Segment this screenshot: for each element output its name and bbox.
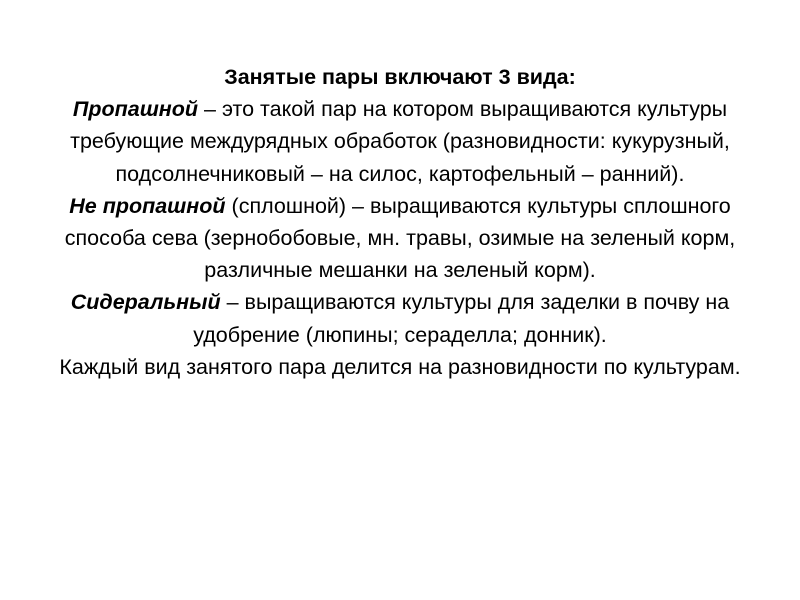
definition-ne-propashnoy: (сплошной) – выращиваются культуры сплошного способа сева (зернобобовые, мн. травы, озимые на зеленый корм, различные мешанки на зеленый корм). xyxy=(64,193,736,283)
definition-propashnoy: – это такой пар на котором выращиваются культуры требующие междурядных обработок (разновидности: кукурузный, подсолнечниковый – на силос, картофельный – ранний). xyxy=(70,97,730,186)
heading-text: Занятые пары включают 3 вида: xyxy=(224,65,576,89)
closing-paragraph xyxy=(30,351,770,383)
paragraph-propashnoy xyxy=(30,93,770,190)
closing-text: Каждый вид занятого пара делится на разновидности по культурам. xyxy=(59,354,741,379)
term-propashnoy: Пропашной xyxy=(72,97,199,122)
term-ne-propashnoy: Не пропашной xyxy=(69,193,226,218)
paragraph-ne-propashnoy xyxy=(30,190,770,287)
term-sideralny: Сидеральный xyxy=(70,290,221,315)
slide-text-block xyxy=(30,61,770,383)
definition-sideralny: – выращиваются культуры для заделки в почву на удобрение (люпины; сераделла; донник). xyxy=(193,290,730,347)
paragraph-sideralny xyxy=(30,286,770,350)
heading xyxy=(30,61,770,93)
